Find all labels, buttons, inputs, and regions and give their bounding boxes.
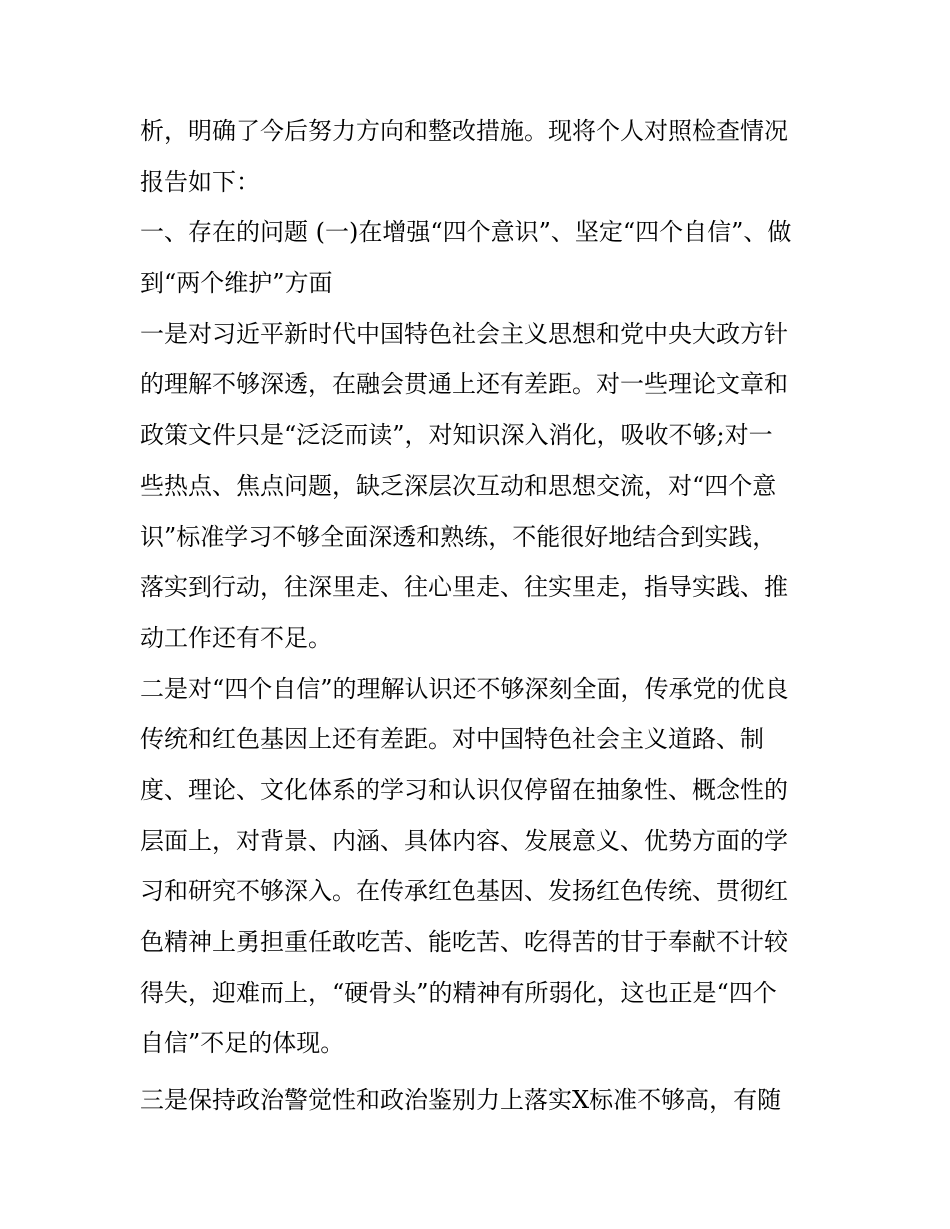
text-line: 度、理论、文化体系的学习和认识仅停留在抽象性、概念性的 [140,775,788,804]
text-line: 得失，迎难而上，“硬骨头”的精神有所弱化，这也正是“四个 [140,978,777,1007]
text-line: 落实到行动，往深里走、往心里走、往实里走，指导实践、推 [140,573,788,602]
text-line: 习和研究不够深入。在传承红色基因、发扬红色传统、贯彻红 [140,877,788,906]
text-line: 色精神上勇担重任敢吃苦、能吃苦、吃得苦的甘于奉献不计较 [140,928,788,956]
text-line: 自信”不足的体现。 [140,1029,345,1058]
text-line: 二是对“四个自信”的理解认识还不够深刻全面，传承党的优良 [140,674,789,703]
text-line: 一、存在的问题 (一)在增强“四个意识”、坚定“四个自信”、做 [140,218,792,247]
text-line: 识”标准学习不够全面深透和熟练，不能很好地结合到实践， [140,522,777,551]
text-line: 报告如下： [140,167,260,196]
text-line: 传统和红色基因上还有差距。对中国特色社会主义道路、制 [140,725,764,754]
text-line: 动工作还有不足。 [140,623,332,652]
text-line: 的理解不够深透，在融会贯通上还有差距。对一些理论文章和 [140,370,788,399]
text-line: 些热点、焦点问题，缺乏深层次互动和思想交流，对“四个意 [140,471,777,500]
text-line: 析，明确了今后努力方向和整改措施。现将个人对照检查情况 [140,117,788,145]
document-body [140,106,820,1126]
text-line: 层面上，对背景、内涵、具体内容、发展意义、优势方面的学 [140,826,788,855]
text-line: 一是对习近平新时代中国特色社会主义思想和党中央大政方针 [140,319,788,348]
text-line: 到“两个维护”方面 [140,269,333,298]
text-line: 政策文件只是“泛泛而读”，对知识深入消化，吸收不够;对一 [140,421,773,450]
text-line: 三是保持政治警觉性和政治鉴别力上落实X标准不够高，有随 [140,1086,782,1115]
